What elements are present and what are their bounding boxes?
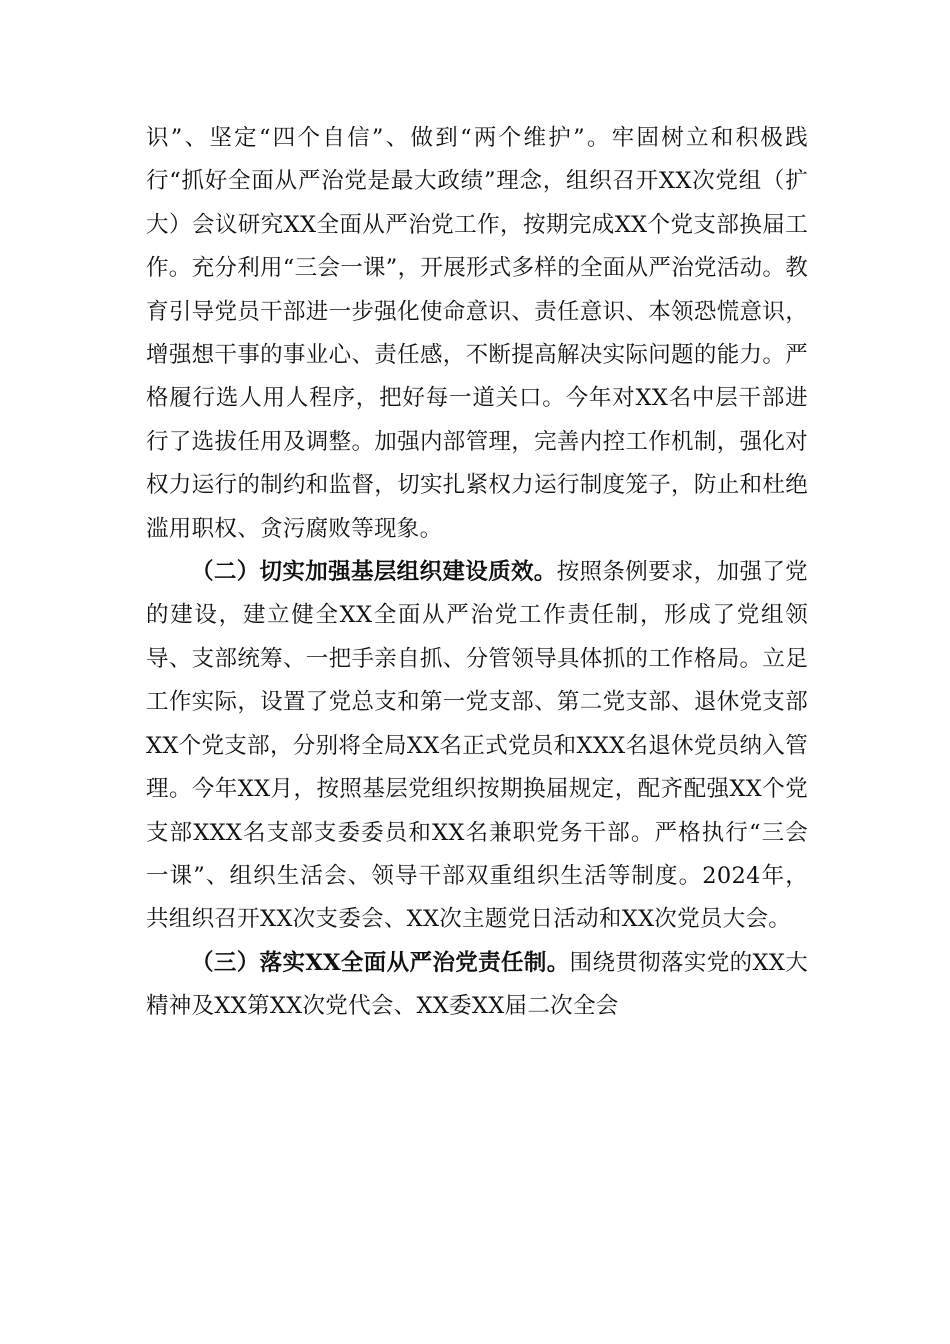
paragraph-text: 围绕贯彻落实党的XX大精神及XX第XX次党代会、XX委XX届二次全会 <box>146 949 809 1020</box>
paragraph-section-two <box>146 551 808 942</box>
paragraph-continuation <box>146 117 808 551</box>
section-heading-three: （三）落实XX全面从严治党责任制。 <box>191 949 570 976</box>
paragraph-text: 识”、坚定“四个自信”、做到“两个维护”。牢固树立和积极践行“抓好全面从严治党是最大政绩”理念，组织召开XX次党组（扩大）会议研究XX全面从严治党工作，按期完成XX个党支部换届工作。充分利用“三会一课”，开展形式多样的全面从严治党活动。教育引导党员干部进一步强化使命意识、责任意识、本领恐慌意识，增强想干事的事业心、责任感，不断提高解决实际问题的能力。严格履行选人用人程序，把好每一道关口。今年对XX名中层干部进行了选拔任用及调整。加强内部管理，完善内控工作机制，强化对权力运行的制约和监督，切实扎紧权力运行制度笼子，防止和杜绝滥用职权、贪污腐败等现象。 <box>146 125 809 542</box>
section-heading-two: （二）切实加强基层组织建设质效。 <box>191 559 557 586</box>
paragraph-text: 按照条例要求，加强了党的建设，建立健全XX全面从严治党工作责任制，形成了党组领导、支部统筹、一把手亲自抓、分管领导具体抓的工作格局。立足工作实际，设置了党总支和第一党支部、第二党支部、退休党支部XX个党支部，分别将全局XX名正式党员和XXX名退休党员纳入管理。今年XX月，按照基层党组织按期换届规定，配齐配强XX个党支部XXX名支部支委委员和XX名兼职党务干部。严格执行“三会一课”、组织生活会、领导干部双重组织生活等制度。2024年，共组织召开XX次支委会、XX次主题党日活动和XX次党员大会。 <box>146 559 808 933</box>
paragraph-section-three <box>146 942 808 1029</box>
document-body <box>146 117 808 1029</box>
